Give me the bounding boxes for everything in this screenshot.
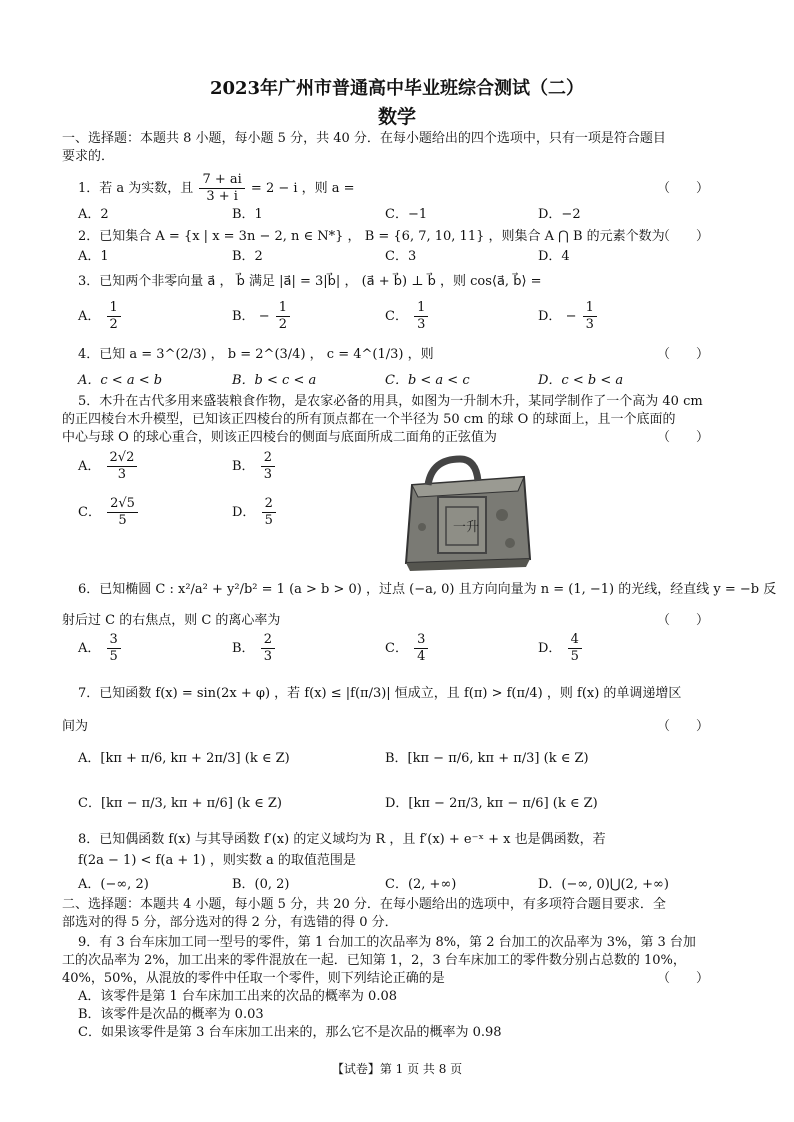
q5-option-c-letter: C．: [78, 505, 101, 520]
q5-option-b-den: 3: [263, 467, 272, 482]
q1-fraction: [199, 172, 244, 205]
q6-option-d-den: 5: [570, 649, 579, 664]
question-6-line1: 6．已知椭圆 C : x²/a² + y²/b² = 1 (a > b > 0) ，过点 (−a, 0) 且方向向量为 n = (1, −1) 的光线，经直线 y = −b 反: [78, 582, 777, 597]
q4-option-d: D．c < b < a: [538, 373, 624, 388]
q6-option-d-fraction: [568, 632, 582, 665]
q3-option-d-sign: −: [565, 309, 577, 324]
question-8-line2: f(2a − 1) < f(a + 1) ，则实数 a 的取值范围是: [78, 853, 356, 868]
q5-option-d-fraction: [262, 496, 276, 529]
section1-intro-cont: 要求的．: [62, 149, 115, 164]
q8-option-a: A．(−∞, 2): [78, 877, 149, 892]
wooden-measure-label: 一升: [453, 520, 480, 535]
q1-stem-tail: = 2 − i ，则 a =: [250, 181, 355, 196]
q1-option-c: C．−1: [385, 207, 428, 222]
q6-option-d-num: 4: [568, 632, 582, 649]
q8-option-b: B．(0, 2): [232, 877, 290, 892]
q3-option-c: [385, 300, 430, 333]
q6-option-c: [385, 632, 430, 665]
subject-title: 数学: [377, 106, 416, 128]
question-9-line2: 工的次品率为 2%，加工出来的零件混放在一起．已知第 1，2，3 台车床加工的零件数分别占总数的 10%，: [62, 953, 686, 968]
q9-option-a: A．该零件是第 1 台车床加工出来的次品的概率为 0.08: [78, 989, 398, 1004]
q7-option-d: D．[kπ − 2π/3, kπ − π/6] (k ∈ Z): [385, 796, 598, 811]
q6-option-b-fraction: [261, 632, 275, 665]
question-9-line1: 9．有 3 台车床加工同一型号的零件，第 1 台加工的次品率为 8%，第 2 台加工的次品率为 3%，第 3 台加: [78, 935, 696, 950]
q5-option-d: [232, 496, 278, 529]
q6-option-a-num: 3: [107, 632, 121, 649]
q4-option-a: A．c < a < b: [78, 373, 163, 388]
q6-option-b: [232, 632, 277, 665]
q7-answer-blank: （ ）: [657, 719, 710, 734]
q6-option-c-letter: C．: [385, 641, 408, 656]
q6-answer-blank: （ ）: [657, 613, 710, 628]
q2-option-b: B．2: [232, 249, 263, 264]
q6-option-a-fraction: [107, 632, 121, 665]
q5-answer-blank: （ ）: [657, 430, 710, 445]
q9-option-b: B．该零件是次品的概率为 0.03: [78, 1007, 264, 1022]
question-5-line3: 中心与球 O 的球心重合，则该正四棱台的侧面与底面所成二面角的正弦值为: [62, 430, 497, 445]
q9-option-c: C．如果该零件是第 3 台车床加工出来的，那么它不是次品的概率为 0.98: [78, 1025, 502, 1040]
section2-intro-cont: 部选对的得 5 分，部分选对的得 2 分，有选错的得 0 分．: [62, 915, 398, 930]
q3-option-a-num: 1: [107, 300, 121, 317]
q1-fraction-numerator: 7 + ai: [199, 172, 244, 189]
q8-option-c: C．(2, +∞): [385, 877, 457, 892]
q5-option-d-letter: D．: [232, 505, 256, 520]
q5-option-c-fraction: [107, 496, 138, 529]
wooden-measure-image: [398, 455, 538, 573]
q7-option-c: C．[kπ − π/3, kπ + π/6] (k ∈ Z): [78, 796, 282, 811]
q6-option-a: [78, 632, 123, 665]
q6-option-b-den: 3: [263, 649, 272, 664]
q4-answer-blank: （ ）: [657, 347, 710, 362]
page-title: 2023年广州市普通高中毕业班综合测试（二）: [209, 78, 585, 99]
q4-option-b: B．b < c < a: [232, 373, 317, 388]
q3-option-a-fraction: [107, 300, 121, 333]
q9-answer-blank: （ ）: [657, 971, 710, 986]
q3-option-c-den: 3: [417, 317, 426, 332]
q1-fraction-denominator: 3 + i: [206, 189, 238, 204]
q3-option-d-fraction: [583, 300, 597, 333]
question-4-stem: 4．已知 a = 3^(2/3) ， b = 2^(3/4) ， c = 4^(1/3) ，则: [78, 347, 434, 362]
q8-option-d: D．(−∞, 0)⋃(2, +∞): [538, 877, 669, 892]
section1-intro: 一、选择题：本题共 8 小题，每小题 5 分，共 40 分．在每小题给出的四个选项中，只有一项是符合题目: [62, 131, 666, 146]
q6-option-b-num: 2: [261, 632, 275, 649]
q5-option-c-den: 5: [118, 513, 127, 528]
q5-option-c-num: 2√5: [107, 496, 138, 513]
q6-option-b-letter: B．: [232, 641, 255, 656]
q3-option-b-fraction: [276, 300, 290, 333]
q5-option-d-num: 2: [262, 496, 276, 513]
q7-option-a: A．[kπ + π/6, kπ + 2π/3] (k ∈ Z): [78, 751, 290, 766]
page-footer: 【试卷】第 1 页 共 8 页: [331, 1062, 463, 1076]
q6-option-c-fraction: [414, 632, 428, 665]
question-5-line2: 的正四棱台木升模型，已知该正四棱台的所有顶点都在一个半径为 50 cm 的球 O 的球面上，且一个底面的: [62, 412, 676, 427]
q5-option-c: [78, 496, 140, 529]
question-6-line2: 射后过 C 的右焦点，则 C 的离心率为: [62, 613, 281, 628]
q3-option-a-letter: A．: [78, 309, 101, 324]
q7-option-b: B．[kπ − π/6, kπ + π/3] (k ∈ Z): [385, 751, 589, 766]
q5-option-a-den: 3: [117, 467, 127, 482]
q6-option-a-den: 5: [109, 649, 118, 664]
q2-option-d: D．4: [538, 249, 570, 264]
q1-option-d: D．−2: [538, 207, 581, 222]
q5-option-b: [232, 450, 277, 483]
section2-intro: 二、选择题：本题共 4 小题，每小题 5 分，共 20 分．在每小题给出的选项中，有多项符合题目要求．全: [62, 897, 666, 912]
q3-option-a-den: 2: [109, 317, 118, 332]
question-9-line3: 40%，50%，从混放的零件中任取一个零件，则下列结论正确的是: [62, 971, 445, 986]
question-5-line1: 5．木升在古代多用来盛装粮食作物，是农家必备的用具，如图为一升制木升，某同学制作了一个高为 40 cm: [78, 394, 703, 409]
q1-answer-blank: （ ）: [657, 181, 710, 196]
q3-option-a: [78, 300, 123, 333]
q5-option-b-letter: B．: [232, 459, 255, 474]
q3-option-c-letter: C．: [385, 309, 408, 324]
q1-option-a: A．2: [78, 207, 109, 222]
q1-stem-text: 1．若 a 为实数，且: [78, 181, 194, 196]
q3-option-c-fraction: [414, 300, 428, 333]
q3-option-b-letter: B．: [232, 309, 255, 324]
q6-option-c-num: 3: [414, 632, 428, 649]
q3-option-d-letter: D．: [538, 309, 562, 324]
q5-option-b-fraction: [261, 450, 275, 483]
q6-option-d-letter: D．: [538, 641, 562, 656]
q3-option-c-num: 1: [414, 300, 428, 317]
q3-option-b-sign: −: [258, 309, 270, 324]
q6-option-d: [538, 632, 584, 665]
question-3-stem: 3．已知两个非零向量 a⃗ ， b⃗ 满足 |a⃗| = 3|b⃗| ， (a⃗ + b⃗) ⊥ b⃗ ，则 cos⟨a⃗, b⃗⟩ =: [78, 274, 542, 289]
q3-option-d-den: 3: [585, 317, 594, 332]
q3-option-d-num: 1: [583, 300, 597, 317]
q2-option-c: C．3: [385, 249, 417, 264]
q5-option-a-num: 2√2: [107, 450, 138, 467]
q5-option-a-fraction: [107, 450, 138, 483]
q2-answer-blank: （ ）: [657, 229, 710, 244]
q1-option-b: B．1: [232, 207, 263, 222]
question-1-stem: [78, 172, 355, 206]
question-8-line1: 8．已知偶函数 f(x) 与其导函数 f′(x) 的定义域均为 R ，且 f′(x) + e⁻ˣ + x 也是偶函数，若: [78, 832, 606, 847]
q3-option-d: [538, 300, 599, 333]
question-2-stem: 2．已知集合 A = {x | x = 3n − 2, n ∈ N*} ， B = {6, 7, 10, 11} ，则集合 A ⋂ B 的元素个数为: [78, 229, 665, 244]
question-7-line2: 间为: [62, 719, 89, 734]
q6-option-c-den: 4: [417, 649, 426, 664]
q5-option-d-den: 5: [264, 513, 273, 528]
q6-option-a-letter: A．: [78, 641, 101, 656]
q3-option-b: [232, 300, 292, 333]
question-7-line1: 7．已知函数 f(x) = sin(2x + φ) ，若 f(x) ≤ |f(π/3)| 恒成立，且 f(π) > f(π/4) ，则 f(x) 的单调递增区: [78, 686, 682, 701]
q5-option-a-letter: A．: [78, 459, 101, 474]
q2-option-a: A．1: [78, 249, 109, 264]
q3-option-b-num: 1: [276, 300, 290, 317]
q5-option-b-num: 2: [261, 450, 275, 467]
q4-option-c: C．b < a < c: [385, 373, 470, 388]
wooden-measure-illustration: [398, 455, 538, 573]
q3-option-b-den: 2: [278, 317, 288, 332]
q5-option-a: [78, 450, 139, 483]
